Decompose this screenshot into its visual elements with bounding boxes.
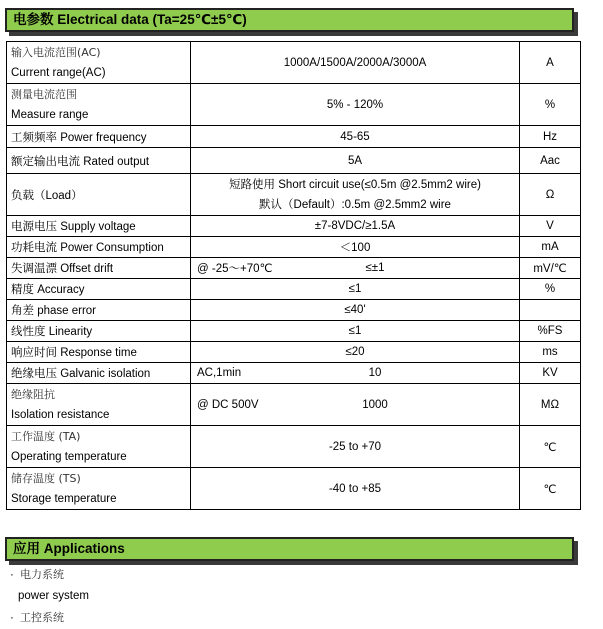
row-value: 45-65	[191, 126, 520, 148]
row-label-zh: 工作温度 (TA)	[11, 429, 81, 443]
row-label: 工频频率 Power frequency	[7, 126, 191, 148]
row-label: 角差 phase error	[7, 300, 191, 321]
row-label: 绝缘电压 Galvanic isolation	[7, 363, 191, 384]
list-item-en: power system	[18, 590, 89, 602]
row-label: 线性度 Linearity	[7, 321, 191, 342]
row-label: 失调温漂 Offset drift	[7, 258, 191, 279]
row-unit: %	[520, 279, 581, 300]
row-value: ±7-8VDC/≥1.5A	[191, 216, 520, 237]
electrical-data-header: 电参数 Electrical data (Ta=25℃±5℃)	[5, 8, 574, 32]
row-value: 5A	[191, 148, 520, 174]
applications-list	[10, 564, 89, 629]
electrical-data-table	[6, 41, 581, 510]
applications-header: 应用 Applications	[5, 537, 574, 561]
row-unit: Aac	[520, 148, 581, 174]
row-unit: %FS	[520, 321, 581, 342]
row-value	[191, 384, 520, 426]
row-unit: ℃	[520, 468, 581, 510]
row-label-en: Isolation resistance	[11, 408, 110, 421]
row-value: 5% - 120%	[191, 84, 520, 126]
row-label-zh: 储存温度 (TS)	[11, 471, 81, 485]
row-label-en: Operating temperature	[11, 450, 127, 463]
row-unit: Hz	[520, 126, 581, 148]
table-row	[7, 126, 581, 148]
table-row	[7, 426, 581, 468]
row-value: -25 to +70	[191, 426, 520, 468]
list-item	[10, 607, 89, 629]
row-label-en: Current range(AC)	[11, 66, 106, 79]
table-row	[7, 148, 581, 174]
table-row	[7, 237, 581, 258]
row-value: 1000A/1500A/2000A/3000A	[191, 42, 520, 84]
row-label: 精度 Accuracy	[7, 279, 191, 300]
table-row	[7, 300, 581, 321]
row-label	[7, 468, 191, 510]
row-label-zh: 输入电流范围(AC)	[11, 45, 101, 59]
row-unit: KV	[520, 363, 581, 384]
row-value-text: 10	[368, 367, 382, 379]
row-value: ＜100	[191, 237, 520, 258]
row-label-zh: 绝缘阻抗	[11, 387, 55, 401]
table-row	[7, 468, 581, 510]
row-value: ≤1	[191, 279, 520, 300]
row-value-line: 短路使用 Short circuit use(≤0.5m @2.5mm2 wire)	[229, 178, 481, 191]
table-row	[7, 174, 581, 216]
list-item	[10, 564, 89, 586]
row-label-en: Storage temperature	[11, 492, 117, 505]
bullet: ·	[10, 569, 14, 581]
list-item-zh: 工控系统	[20, 611, 64, 624]
row-unit: ms	[520, 342, 581, 363]
row-value: ≤40'	[191, 300, 520, 321]
row-label: 电源电压 Supply voltage	[7, 216, 191, 237]
row-condition: @ DC 500V	[197, 398, 259, 411]
row-unit: MΩ	[520, 384, 581, 426]
table-row	[7, 321, 581, 342]
row-unit: ℃	[520, 426, 581, 468]
table-row	[7, 84, 581, 126]
row-label	[7, 426, 191, 468]
table-row	[7, 384, 581, 426]
table-row	[7, 363, 581, 384]
row-value: -40 to +85	[191, 468, 520, 510]
row-unit: mA	[520, 237, 581, 258]
row-label	[7, 384, 191, 426]
table-row	[7, 258, 581, 279]
bullet: ·	[10, 612, 14, 624]
row-condition: @ -25～+70℃	[197, 263, 273, 275]
row-value	[191, 174, 520, 216]
row-label: 额定输出电流 Rated output	[7, 148, 191, 174]
row-unit	[520, 300, 581, 321]
table-row	[7, 42, 581, 84]
row-value: ≤20	[191, 342, 520, 363]
row-unit: Ω	[520, 174, 581, 216]
row-unit: %	[520, 84, 581, 126]
row-unit: V	[520, 216, 581, 237]
row-value	[191, 363, 520, 384]
row-value-text: 1000	[362, 398, 388, 411]
row-value: ≤1	[191, 321, 520, 342]
row-value-text: ≤±1	[365, 262, 385, 274]
row-unit: A	[520, 42, 581, 84]
row-label	[7, 42, 191, 84]
list-item-zh: 电力系统	[20, 568, 64, 581]
table-row	[7, 342, 581, 363]
row-label-zh: 测量电流范围	[11, 87, 77, 101]
row-label: 响应时间 Response time	[7, 342, 191, 363]
row-value-line: 默认（Default）:0.5m @2.5mm2 wire	[259, 198, 451, 211]
row-label-en: Measure range	[11, 108, 89, 121]
table-row	[7, 279, 581, 300]
row-condition: AC,1min	[197, 367, 242, 379]
row-value	[191, 258, 520, 279]
row-unit: mV/℃	[520, 258, 581, 279]
row-label: 功耗电流 Power Consumption	[7, 237, 191, 258]
table-row	[7, 216, 581, 237]
row-label	[7, 84, 191, 126]
row-label: 负载（Load）	[7, 174, 191, 216]
